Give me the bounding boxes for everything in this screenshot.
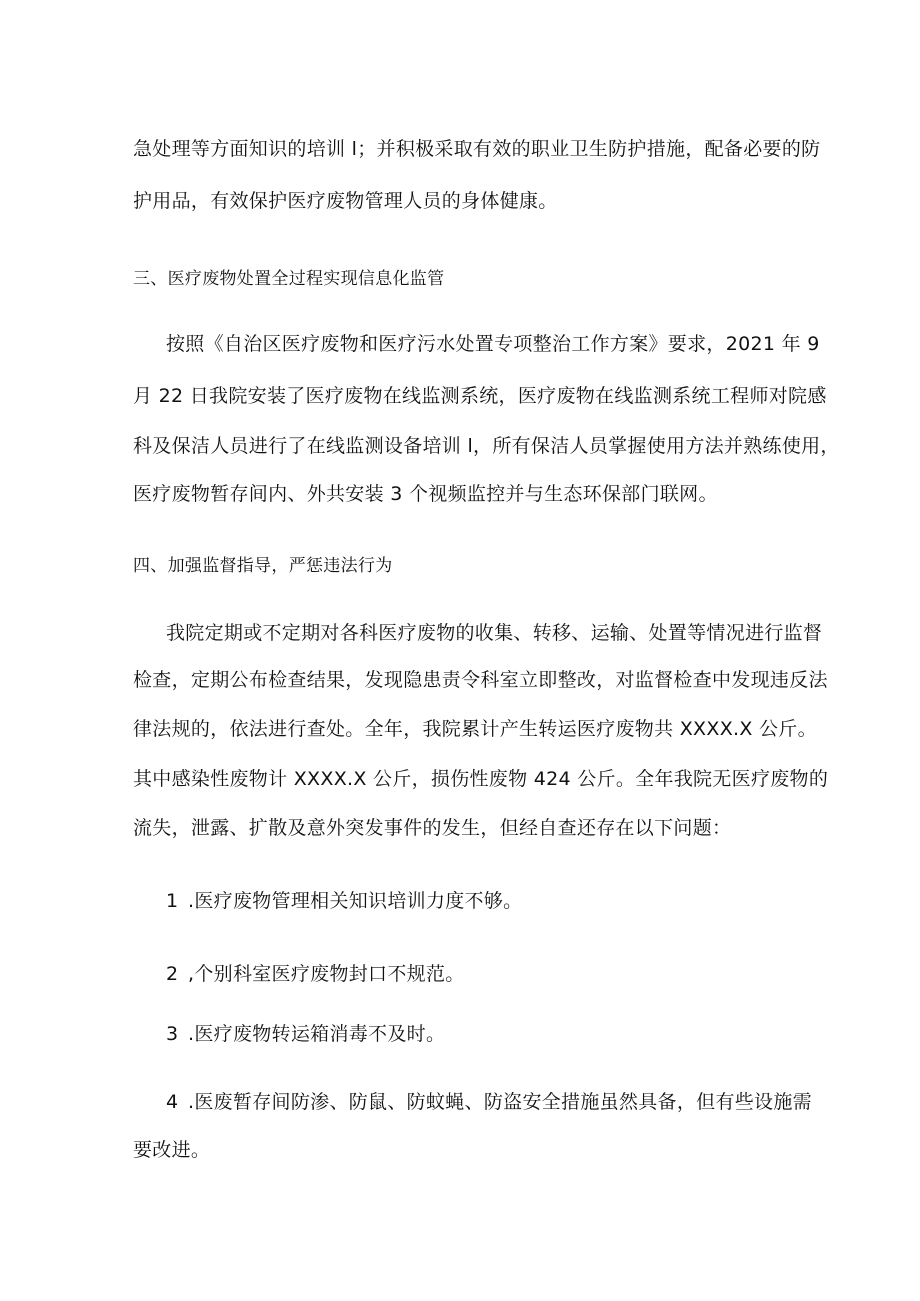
issue-text: ,个别科室医疗废物封口不规范。 xyxy=(188,963,465,985)
section-3-line-1: 按照《自治区医疗废物和医疗污水处置专项整治工作方案》要求，2021 年 9 xyxy=(166,333,820,355)
issue-number: 4 xyxy=(166,1091,179,1113)
section-4-line-3: 律法规的，依法进行查处。全年，我院累计产生转运医疗废物共 XXXX.X 公斤。 xyxy=(133,718,817,740)
issue-text: .医疗废物转运箱消毒不及时。 xyxy=(188,1023,446,1045)
issue-item-4 xyxy=(166,1089,846,1115)
issue-item-1 xyxy=(166,888,846,914)
issue-item-4-continuation: 要改进。 xyxy=(133,1139,211,1161)
issue-number: 2 xyxy=(166,963,179,985)
section-4-line-4: 其中感染性废物计 XXXX.X 公斤，损伤性废物 424 公斤。全年我院无医疗废物的 xyxy=(133,768,829,790)
section-3-line-2: 月 22 日我院安装了医疗废物在线监测系统，医疗废物在线监测系统工程师对院感 xyxy=(133,385,827,407)
intro-line-2: 护用品，有效保护医疗废物管理人员的身体健康。 xyxy=(133,190,558,212)
issue-number: 3 xyxy=(166,1023,179,1045)
issue-item-3 xyxy=(166,1021,846,1047)
section-4-heading: 四、加强监督指导，严惩违法行为 xyxy=(133,556,393,576)
section-3-heading: 三、医疗废物处置全过程实现信息化监管 xyxy=(133,269,445,289)
section-3-line-4: 医疗废物暂存间内、外共安装 3 个视频监控并与生态环保部门联网。 xyxy=(133,483,718,505)
section-4-line-2: 检查，定期公布检查结果，发现隐患责令科室立即整改，对监督检查中发现违反法 xyxy=(133,669,828,691)
section-4-line-5: 流失，泄露、扩散及意外突发事件的发生，但经自查还存在以下问题： xyxy=(133,817,732,839)
issue-number: 1 xyxy=(166,890,179,912)
intro-line-1: 急处理等方面知识的培训 l；并积极采取有效的职业卫生防护措施，配备必要的防 xyxy=(133,138,821,160)
section-3-line-3: 科及保洁人员进行了在线监测设备培训 l，所有保洁人员掌握使用方法并熟练使用， xyxy=(133,435,840,457)
issue-text: .医疗废物管理相关知识培训力度不够。 xyxy=(188,890,523,912)
issue-text: .医废暂存间防渗、防鼠、防蚊蝇、防盗安全措施虽然具备，但有些设施需 xyxy=(188,1091,812,1113)
issue-item-2 xyxy=(166,961,846,987)
section-4-line-1: 我院定期或不定期对各科医疗废物的收集、转移、运输、处置等情况进行监督 xyxy=(166,622,823,644)
